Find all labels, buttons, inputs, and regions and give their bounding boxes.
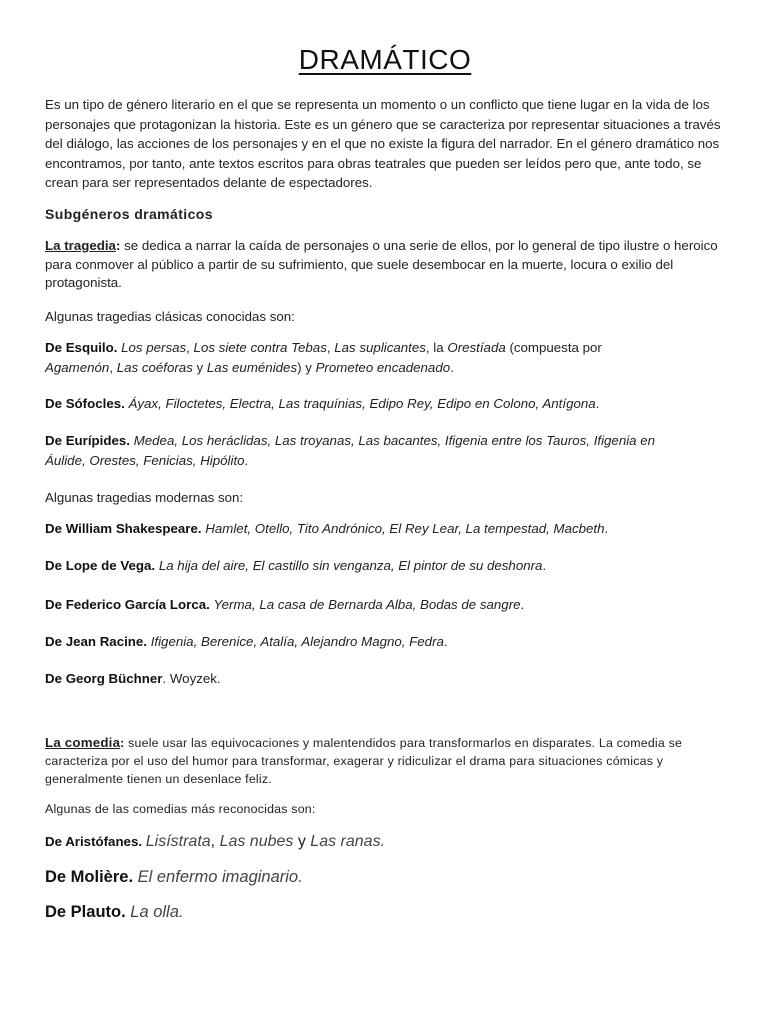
shakespeare-entry: De William Shakespeare. Hamlet, Otello, Tito Andrónico, El Rey Lear, La tempestad, Macbeth. <box>45 521 609 536</box>
author-label: De Aristófanes. <box>45 834 143 849</box>
author-label: De Georg Büchner <box>45 671 163 686</box>
comedies-intro: Algunas de las comedias más reconocidas son: <box>45 802 316 816</box>
aristofanes-entry: De Aristófanes. Lisístrata, Las nubes y Las ranas. <box>45 833 386 850</box>
intro-paragraph: Es un tipo de género literario en el que se representa un momento o un conflicto que tiene lugar en la vida de los personajes que protagonizan la historia. Este es un género que se caracteriza por representar situaciones a través del diálogo, las acciones de los personajes y en el que no existe la figura del narrador. En el género dramático nos encontramos, por tanto, ante textos escritos para obras teatrales que pueden ser leídos pero que, ante todo, se crean para ser representados delante de espectadores. <box>45 97 721 190</box>
author-label: De Plauto. <box>45 903 126 921</box>
author-label: De Esquilo. <box>45 340 118 355</box>
tragedy-definition: se dedica a narrar la caída de personajes o una serie de ellos, por lo general de tipo ilustre o heroico para conmover al público a partir de su sufrimiento, que suele desembocar en la muerte, locura o exilio del protagonista. <box>45 238 718 290</box>
author-label: De Lope de Vega. <box>45 558 156 573</box>
comedy-term: La comedia <box>45 735 121 750</box>
author-label: De Eurípides. <box>45 433 130 448</box>
tragedy-paragraph: La tragedia: se dedica a narrar la caída de personajes o una serie de ellos, por lo general de tipo ilustre o heroico para conmover al público a partir de su sufrimiento, que suele desembocar en la muerte, locura o exilio del protagonista. <box>45 238 718 290</box>
classic-tragedies-intro: Algunas tragedias clásicas conocidas son: <box>45 309 295 324</box>
euripides-entry: De Eurípides. Medea, Los heráclidas, Las troyanas, Las bacantes, Ifigenia entre los Tauros, Ifigenia en Áulide, Orestes, Fenicias, Hipólito. <box>45 433 656 468</box>
author-label: De William Shakespeare. <box>45 521 202 536</box>
author-label: De Jean Racine. <box>45 634 147 649</box>
author-label: De Federico García Lorca. <box>45 597 210 612</box>
lope-entry: De Lope de Vega. La hija del aire, El castillo sin venganza, El pintor de su deshonra. <box>45 558 547 573</box>
esquilo-entry: De Esquilo. Los persas, Los siete contra Tebas, Las suplicantes, la Orestíada (compuesta por Agamenón, Las coéforas y Las euménides) y Prometeo encadenado. <box>45 340 602 375</box>
subgenres-heading: Subgéneros dramáticos <box>45 206 213 222</box>
tragedy-term: La tragedia <box>45 238 116 253</box>
comedy-paragraph: La comedia: suele usar las equivocaciones y malentendidos para transformarlos en disparates. La comedia se caracteriza por el uso del humor para transformar, exagerar y ridiculizar el drama para situaciones cómicas y generalmente tienen un desenlace feliz. <box>45 735 683 787</box>
page-title: DRAMÁTICO <box>298 44 472 75</box>
racine-entry: De Jean Racine. Ifigenia, Berenice, Atalía, Alejandro Magno, Fedra. <box>45 634 448 649</box>
moliere-entry: De Molière. El enfermo imaginario. <box>45 868 303 886</box>
lorca-entry: De Federico García Lorca. Yerma, La casa de Bernarda Alba, Bodas de sangre. <box>45 597 525 612</box>
buchner-entry: De Georg Büchner. Woyzek. <box>45 671 221 686</box>
author-label: De Molière. <box>45 868 134 886</box>
author-label: De Sófocles. <box>45 396 125 411</box>
plauto-entry: De Plauto. La olla. <box>45 903 184 921</box>
comedy-definition: suele usar las equivocaciones y malentendidos para transformarlos en disparates. La comedia se caracteriza por el uso del humor para transformar, exagerar y ridiculizar el drama para situaciones cómicas y generalmente tienen un desenlace feliz. <box>45 736 683 787</box>
modern-tragedies-intro: Algunas tragedias modernas son: <box>45 490 244 505</box>
sofocles-entry: De Sófocles. Áyax, Filoctetes, Electra, Las traquínias, Edipo Rey, Edipo en Colono, Antígona. <box>45 396 600 411</box>
